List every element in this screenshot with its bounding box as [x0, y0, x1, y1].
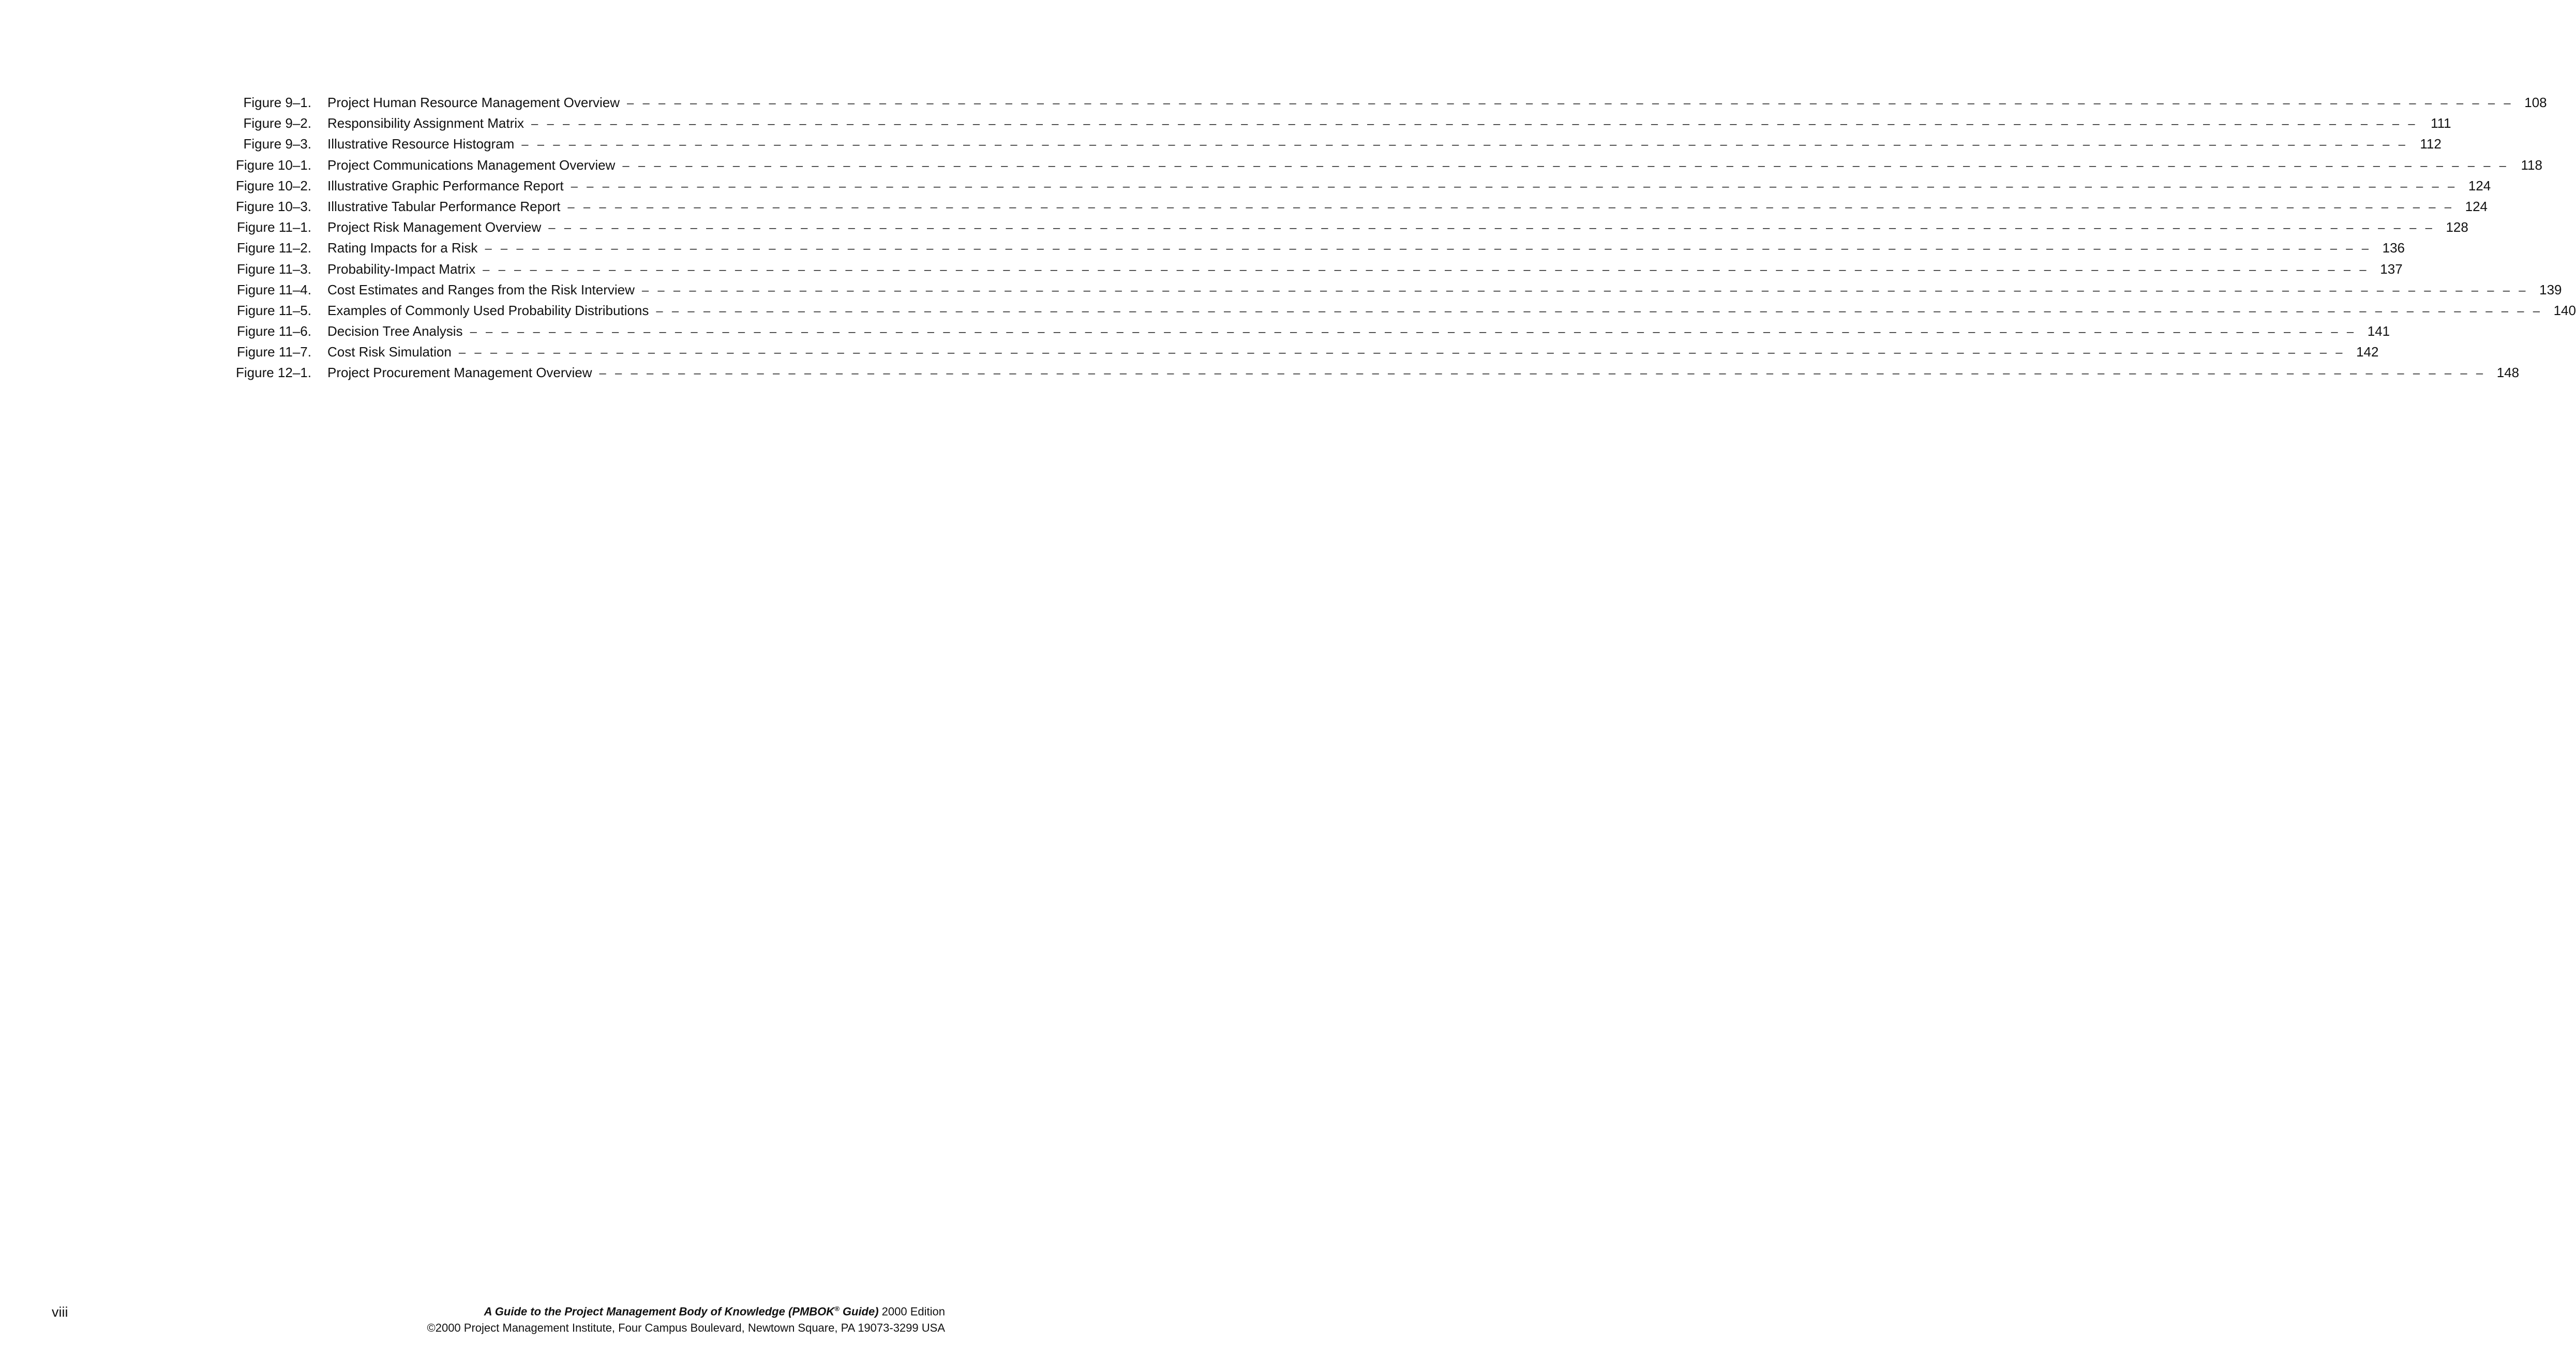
dot-leader: – – – – – – – – – – – – – – – – – – – – – – – – – – – – – – – – – – – – – – – – – – – – – – – – – – – – – – – – – – – – – – – – – – – – – – – – – – – – – – – – – – – – – – – – – – – – – – – – – – – – – – – – – – – – – – – – – – – – – – – –	[548, 222, 2433, 235]
figure-number: Figure 11–6.	[236, 323, 311, 339]
page-number: 118	[2521, 157, 2542, 173]
figure-number: Figure 9–1.	[243, 95, 311, 110]
figure-number: Figure 10–2.	[236, 177, 311, 193]
figure-title: Illustrative Tabular Performance Report	[327, 198, 561, 214]
dot-leader: – – – – – – – – – – – – – – – – – – – – – – – – – – – – – – – – – – – – – – – – – – – – – – – – – – – – – – – – – – – – – – – – – – – – – – – – – – – – – – – – – – – – – – – – – – – – – – – – – – – – – – – – – – – – – – – – – – – – – – – –	[470, 326, 2355, 339]
toc-entry[interactable]	[228, 113, 2451, 133]
toc-entry[interactable]	[228, 300, 2576, 321]
toc-entry[interactable]	[228, 341, 2379, 362]
page-number: 139	[2539, 281, 2562, 297]
figure-title: Decision Tree Analysis	[327, 323, 463, 339]
figure-title: Project Procurement Management Overview	[327, 365, 592, 381]
figure-title: Responsibility Assignment Matrix	[327, 115, 525, 131]
page-number: 108	[2524, 95, 2547, 110]
page-number: 124	[2465, 198, 2488, 214]
figure-number: Figure 11–3.	[236, 261, 311, 277]
figure-title: Project Human Resource Management Overview	[327, 95, 620, 110]
toc-entry[interactable]	[228, 237, 2405, 258]
figure-title: Cost Estimates and Ranges from the Risk Interview	[327, 281, 635, 297]
page-number: 112	[2420, 136, 2442, 152]
page-number: 140	[2553, 302, 2576, 318]
dot-leader: – – – – – – – – – – – – – – – – – – – – – – – – – – – – – – – – – – – – – – – – – – – – – – – – – – – – – – – – – – – – – – – – – – – – – – – – – – – – – – – – – – – – – – – – – – – – – – – – – – – – – – – – – – – – – – – – – – – – – – – –	[627, 97, 2512, 110]
page-number: 124	[2468, 177, 2491, 193]
toc-entry[interactable]	[228, 279, 2562, 300]
page-number: 141	[2367, 323, 2390, 339]
figure-title: Project Risk Management Overview	[327, 219, 542, 235]
figure-number: Figure 11–5.	[236, 302, 311, 318]
dot-leader: – – – – – – – – – – – – – – – – – – – – – – – – – – – – – – – – – – – – – – – – – – – – – – – – – – – – – – – – – – – – – – – – – – – – – – – – – – – – – – – – – – – – – – – – – – – – – – – – – – – – – – – – – – – – – – – – – – – – – – – –	[521, 139, 2406, 152]
page-number: 136	[2382, 240, 2405, 256]
page-number: 142	[2356, 344, 2379, 360]
dot-leader: – – – – – – – – – – – – – – – – – – – – – – – – – – – – – – – – – – – – – – – – – – – – – – – – – – – – – – – – – – – – – – – – – – – – – – – – – – – – – – – – – – – – – – – – – – – – – – – – – – – – – – – – – – – – – – – – – – – – – – – –	[571, 180, 2456, 193]
toc-entry[interactable]	[228, 155, 2542, 175]
figure-title: Probability-Impact Matrix	[327, 261, 476, 277]
figure-number: Figure 11–4.	[236, 281, 311, 297]
figure-number: Figure 11–7.	[236, 344, 311, 360]
book-title-end: Guide)	[839, 1305, 879, 1318]
dot-leader: – – – – – – – – – – – – – – – – – – – – – – – – – – – – – – – – – – – – – – – – – – – – – – – – – – – – – – – – – – – – – – – – – – – – – – – – – – – – – – – – – – – – – – – – – – – – – – – – – – – – – – – – – – – – – – – – – – – – – – – –	[485, 243, 2370, 256]
dot-leader: – – – – – – – – – – – – – – – – – – – – – – – – – – – – – – – – – – – – – – – – – – – – – – – – – – – – – – – – – – – – – – – – – – – – – – – – – – – – – – – – – – – – – – – – – – – – – – – – – – – – – – – – – – – – – – – – – – – – – – – –	[599, 367, 2484, 381]
page-footer	[427, 1301, 945, 1336]
page-folio: viii	[52, 1304, 68, 1320]
footer-title-line	[427, 1301, 945, 1320]
toc-entry[interactable]	[228, 362, 2520, 383]
figure-title: Project Communications Management Overview	[327, 157, 616, 173]
figure-number: Figure 10–3.	[236, 198, 311, 214]
figure-title: Illustrative Graphic Performance Report	[327, 177, 564, 193]
book-title: A Guide to the Project Management Body of Knowledge (PMBOK	[484, 1305, 835, 1318]
list-of-figures	[228, 92, 2576, 383]
figure-title: Rating Impacts for a Risk	[327, 240, 478, 256]
dot-leader: – – – – – – – – – – – – – – – – – – – – – – – – – – – – – – – – – – – – – – – – – – – – – – – – – – – – – – – – – – – – – – – – – – – – – – – – – – – – – – – – – – – – – – – – – – – – – – – – – – – – – – – – – – – – – – – – – – – – – – – –	[622, 159, 2507, 173]
dot-leader: – – – – – – – – – – – – – – – – – – – – – – – – – – – – – – – – – – – – – – – – – – – – – – – – – – – – – – – – – – – – – – – – – – – – – – – – – – – – – – – – – – – – – – – – – – – – – – – – – – – – – – – – – – – – – – – – – – – – – – – –	[656, 305, 2541, 318]
page-number: 128	[2446, 219, 2468, 235]
toc-entry[interactable]	[228, 259, 2403, 279]
figure-title: Cost Risk Simulation	[327, 344, 452, 360]
toc-entry[interactable]	[228, 196, 2488, 217]
dot-leader: – – – – – – – – – – – – – – – – – – – – – – – – – – – – – – – – – – – – – – – – – – – – – – – – – – – – – – – – – – – – – – – – – – – – – – – – – – – – – – – – – – – – – – – – – – – – – – – – – – – – – – – – – – – – – – – – – – – – – – – –	[483, 263, 2368, 277]
figure-number: Figure 9–3.	[243, 136, 311, 152]
figure-number: Figure 11–2.	[236, 240, 311, 256]
toc-entry[interactable]	[228, 92, 2547, 113]
figure-title: Illustrative Resource Histogram	[327, 136, 515, 152]
toc-entry[interactable]	[228, 321, 2390, 341]
figure-number: Figure 12–1.	[236, 365, 311, 381]
toc-entry[interactable]	[228, 133, 2442, 154]
figure-number: Figure 9–2.	[243, 115, 311, 131]
dot-leader: – – – – – – – – – – – – – – – – – – – – – – – – – – – – – – – – – – – – – – – – – – – – – – – – – – – – – – – – – – – – – – – – – – – – – – – – – – – – – – – – – – – – – – – – – – – – – – – – – – – – – – – – – – – – – – – – – – – – – – – –	[458, 347, 2344, 360]
registered-mark: ®	[834, 1305, 840, 1313]
edition-label: 2000 Edition	[878, 1305, 945, 1318]
page-number: 137	[2380, 261, 2403, 277]
figure-title: Examples of Commonly Used Probability Distributions	[327, 302, 649, 318]
figure-number: Figure 11–1.	[236, 219, 311, 235]
dot-leader: – – – – – – – – – – – – – – – – – – – – – – – – – – – – – – – – – – – – – – – – – – – – – – – – – – – – – – – – – – – – – – – – – – – – – – – – – – – – – – – – – – – – – – – – – – – – – – – – – – – – – – – – – – – – – – – – – – – – – – – –	[531, 118, 2416, 131]
copyright-line: ©2000 Project Management Institute, Four Campus Boulevard, Newtown Square, PA 19073-3299 USA	[427, 1321, 945, 1335]
toc-entry[interactable]	[228, 217, 2468, 237]
page-number: 111	[2431, 115, 2451, 131]
page-number: 148	[2496, 365, 2520, 381]
figure-number: Figure 10–1.	[236, 157, 311, 173]
dot-leader: – – – – – – – – – – – – – – – – – – – – – – – – – – – – – – – – – – – – – – – – – – – – – – – – – – – – – – – – – – – – – – – – – – – – – – – – – – – – – – – – – – – – – – – – – – – – – – – – – – – – – – – – – – – – – – – – – – – – – – – –	[641, 284, 2527, 297]
dot-leader: – – – – – – – – – – – – – – – – – – – – – – – – – – – – – – – – – – – – – – – – – – – – – – – – – – – – – – – – – – – – – – – – – – – – – – – – – – – – – – – – – – – – – – – – – – – – – – – – – – – – – – – – – – – – – – – – – – – – – – – –	[567, 201, 2452, 214]
toc-entry[interactable]	[228, 175, 2491, 196]
